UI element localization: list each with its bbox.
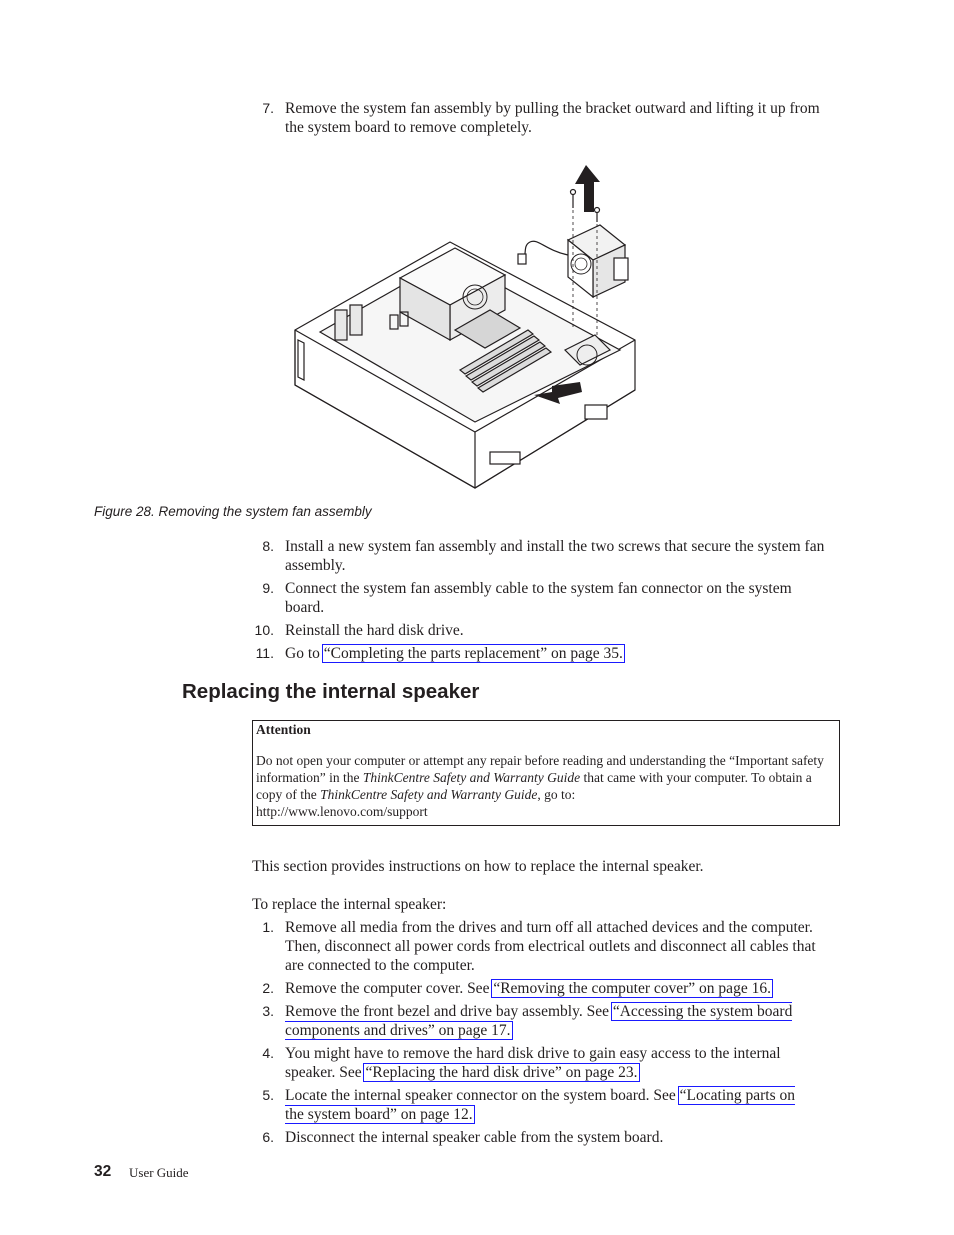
step-number: 5. xyxy=(262,1087,274,1103)
procedure-lead: To replace the internal speaker: xyxy=(252,896,447,913)
step-text: Reinstall the hard disk drive. xyxy=(285,622,464,639)
attention-text xyxy=(256,752,836,820)
step-text xyxy=(285,979,840,998)
attention-text-part: , go to: xyxy=(537,787,576,802)
step-number: 10. xyxy=(254,622,274,638)
figure-caption: Figure 28. Removing the system fan assembly xyxy=(94,504,372,519)
step-number: 9. xyxy=(262,580,274,596)
removing-computer-cover-link[interactable]: “Removing the computer cover” on page 16. xyxy=(493,980,771,997)
step-text: Connect the system fan assembly cable to the system fan connector on the system board. xyxy=(285,580,792,616)
attention-title: Attention xyxy=(256,722,311,737)
replacing-hard-disk-drive-link[interactable]: “Replacing the hard disk drive” on page 23. xyxy=(365,1064,638,1081)
step-text: Remove the system fan assembly by pulling the bracket outward and lifting it up from the system board to remove completely. xyxy=(285,100,820,136)
step-number: 7. xyxy=(262,100,274,116)
intro-paragraph: This section provides instructions on how to replace the internal speaker. xyxy=(252,858,704,875)
step-number: 1. xyxy=(262,919,274,935)
attention-text-part: that came with your computer. To obtain a copy of the xyxy=(256,770,812,802)
system-fan-assembly-illustration xyxy=(290,160,645,492)
step-number: 3. xyxy=(262,1003,274,1019)
step-prefix: Locate the internal speaker connector on the system board. See xyxy=(285,1087,680,1104)
guide-title: ThinkCentre Safety and Warranty Guide xyxy=(320,787,538,802)
step-prefix: Remove the computer cover. See xyxy=(285,980,494,997)
page-number: 32 xyxy=(94,1163,112,1180)
section-heading: Replacing the internal speaker xyxy=(182,680,480,703)
completing-parts-replacement-link[interactable]: “Completing the parts replacement” on page 35. xyxy=(323,645,623,662)
step-text xyxy=(285,1086,810,1124)
guide-title: ThinkCentre Safety and Warranty Guide xyxy=(362,770,581,785)
locating-parts-on-system-board-link[interactable]: “Locating parts on the system board” on page 12. xyxy=(285,1087,796,1123)
step-prefix: You might have to remove the hard disk drive to gain easy access to the internal speaker. See xyxy=(285,1045,781,1081)
step-text: Disconnect the internal speaker cable from the system board. xyxy=(285,1129,664,1146)
step-number: 11. xyxy=(255,645,274,661)
step-text xyxy=(285,1044,820,1082)
step-text: Remove all media from the drives and turn off all attached devices and the computer. Then, disconnect all power cords from electrical outlets and disconnect all cables that are connected to the computer. xyxy=(285,919,816,974)
step-text xyxy=(285,1002,820,1040)
step-prefix: Remove the front bezel and drive bay assembly. See xyxy=(285,1003,613,1020)
footer-title: User Guide xyxy=(129,1165,189,1180)
step-number: 6. xyxy=(262,1129,274,1145)
step-text: Install a new system fan assembly and install the two screws that secure the system fan assembly. xyxy=(285,538,825,574)
support-url: http://www.lenovo.com/support xyxy=(256,804,428,819)
step-number: 4. xyxy=(262,1045,274,1061)
attention-box xyxy=(252,720,840,826)
attention-text-part: Do not open your computer or attempt any repair before reading and understanding the “Important safety information” in the xyxy=(256,753,824,785)
accessing-system-board-components-link[interactable]: “Accessing the system board components and drives” on page 17. xyxy=(285,1003,793,1039)
step-prefix: Go to xyxy=(285,645,324,662)
step-number: 2. xyxy=(262,980,274,996)
step-text xyxy=(285,644,840,663)
step-number: 8. xyxy=(262,538,274,554)
